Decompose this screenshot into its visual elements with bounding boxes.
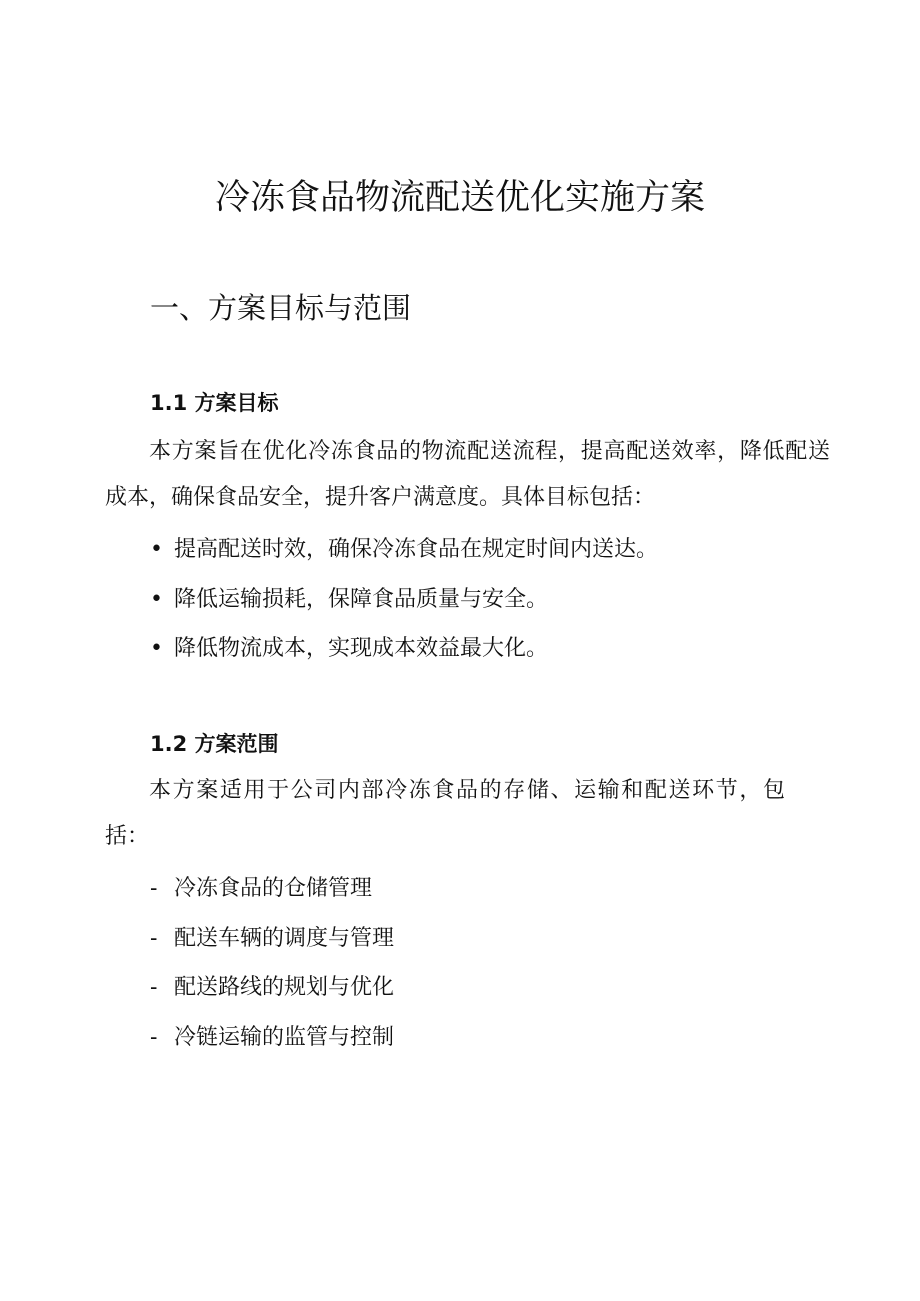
goals-paragraph: 本方案旨在优化冷冻食品的物流配送流程，提高配送效率，降低配送成本，确保食品安全，提升客户满意度。具体目标包括： [105, 439, 830, 510]
dash-marker: - [150, 1024, 158, 1050]
list-item-text: 降低物流成本，实现成本效益最大化。 [174, 636, 549, 661]
list-item [150, 963, 394, 1013]
scope-paragraph: 本方案适用于公司内部冷冻食品的存储、运输和配送环节，包括： [105, 778, 785, 849]
list-item [150, 914, 394, 964]
document-title: 冷冻食品物流配送优化实施方案 [214, 178, 705, 218]
dash-marker: - [150, 975, 158, 1000]
list-item-text: 配送路线的规划与优化 [174, 975, 395, 1000]
list-item-text: 提高配送时效，确保冷冻食品在规定时间内送达。 [174, 537, 659, 562]
list-item [150, 575, 658, 625]
goals-list [150, 525, 658, 674]
section-heading: 一、方案目标与范围 [150, 291, 412, 325]
scope-list [150, 864, 394, 1062]
list-item-text: 降低运输损耗，保障食品质量与安全。 [174, 586, 549, 612]
list-item [150, 525, 658, 575]
list-item [150, 1013, 394, 1063]
list-item-text: 冷链运输的监管与控制 [174, 1024, 395, 1050]
bullet-marker: • [150, 586, 163, 612]
dash-marker: - [150, 925, 158, 951]
subsection-heading-scope: 1.2 方案范围 [150, 732, 279, 756]
bullet-marker: • [150, 537, 163, 562]
list-item-text: 配送车辆的调度与管理 [174, 925, 395, 951]
list-item [150, 864, 394, 914]
subsection-heading-goals: 1.1 方案目标 [150, 391, 279, 415]
bullet-marker: • [150, 636, 163, 661]
list-item-text: 冷冻食品的仓储管理 [174, 876, 373, 901]
dash-marker: - [150, 876, 158, 901]
list-item [150, 624, 658, 674]
